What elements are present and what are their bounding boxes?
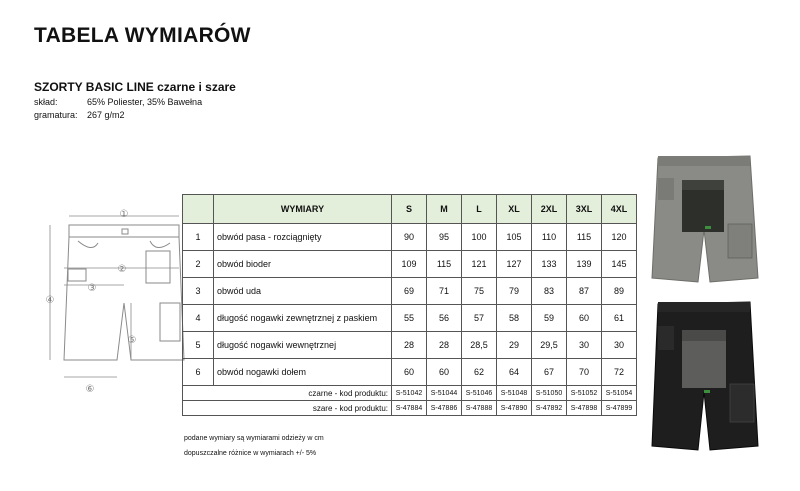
cell-value: 60 <box>392 359 427 386</box>
cell-value: 69 <box>392 278 427 305</box>
composition-label: skład: <box>34 97 58 107</box>
table-row <box>183 224 637 251</box>
cell-value: 139 <box>567 251 602 278</box>
cell-value: 28 <box>427 332 462 359</box>
cell-value: 60 <box>567 305 602 332</box>
shorts-diagram <box>42 203 192 403</box>
cell-value: 67 <box>532 359 567 386</box>
product-code: S-47890 <box>497 401 532 416</box>
cargo-pocket-side <box>160 303 180 341</box>
product-code: S-47888 <box>462 401 497 416</box>
cell-value: 127 <box>497 251 532 278</box>
cell-value: 121 <box>462 251 497 278</box>
row-number: 1 <box>183 224 214 251</box>
row-number: 5 <box>183 332 214 359</box>
cell-value: 58 <box>497 305 532 332</box>
cell-value: 90 <box>392 224 427 251</box>
cell-value: 72 <box>602 359 637 386</box>
cell-value: 28,5 <box>462 332 497 359</box>
note-units: podane wymiary są wymiarami odzieży w cm <box>184 435 324 442</box>
note-tolerance: dopuszczalne różnice w wymiarach +/- 5% <box>184 450 317 457</box>
button-outline <box>122 229 128 234</box>
table-row <box>183 278 637 305</box>
cell-value: 83 <box>532 278 567 305</box>
size-2xl: 2XL <box>532 195 567 224</box>
weight-value: 267 g/m2 <box>87 110 125 120</box>
cell-value: 62 <box>462 359 497 386</box>
weight-label: gramatura: <box>34 110 78 120</box>
cell-value: 145 <box>602 251 637 278</box>
cell-value: 56 <box>427 305 462 332</box>
cell-value: 115 <box>427 251 462 278</box>
right-pocket-outline <box>150 241 170 248</box>
shorts-body-outline <box>64 237 184 360</box>
product-code: S-51048 <box>497 386 532 401</box>
product-code: S-47898 <box>567 401 602 416</box>
row-number: 3 <box>183 278 214 305</box>
cell-value: 110 <box>532 224 567 251</box>
cell-value: 100 <box>462 224 497 251</box>
header-blank-cell <box>183 195 214 224</box>
cell-value: 28 <box>392 332 427 359</box>
size-xl: XL <box>497 195 532 224</box>
row-label: długość nogawki zewnętrznej z paskiem <box>214 305 392 332</box>
product-code: S-51054 <box>602 386 637 401</box>
composition-value: 65% Poliester, 35% Bawełna <box>87 97 203 107</box>
row-label: obwód nogawki dołem <box>214 359 392 386</box>
row-label: obwód uda <box>214 278 392 305</box>
cell-value: 87 <box>567 278 602 305</box>
code-label: szare - kod produktu: <box>183 401 392 416</box>
black-shorts-image <box>648 296 760 456</box>
row-number: 2 <box>183 251 214 278</box>
table-row <box>183 305 637 332</box>
cell-value: 59 <box>532 305 567 332</box>
cell-value: 95 <box>427 224 462 251</box>
size-s: S <box>392 195 427 224</box>
row-label: długość nogawki wewnętrznej <box>214 332 392 359</box>
product-code: S-51052 <box>567 386 602 401</box>
cell-value: 75 <box>462 278 497 305</box>
product-code: S-51042 <box>392 386 427 401</box>
marker-6: ⑥ <box>85 384 95 395</box>
marker-1: ① <box>119 209 129 220</box>
marker-4: ④ <box>45 295 55 306</box>
row-label: obwód pasa - rozciągnięty <box>214 224 392 251</box>
cell-value: 30 <box>602 332 637 359</box>
left-pocket-outline <box>78 241 98 248</box>
size-header-row <box>183 195 637 224</box>
code-row-grey <box>183 401 637 416</box>
code-row-black <box>183 386 637 401</box>
table-row <box>183 359 637 386</box>
cell-value: 29 <box>497 332 532 359</box>
grey-shorts-image <box>648 150 760 290</box>
code-label: czarne - kod produktu: <box>183 386 392 401</box>
cell-value: 64 <box>497 359 532 386</box>
product-code: S-47892 <box>532 401 567 416</box>
cell-value: 57 <box>462 305 497 332</box>
cell-value: 60 <box>427 359 462 386</box>
product-subtitle: SZORTY BASIC LINE czarne i szare <box>34 80 236 94</box>
cell-value: 55 <box>392 305 427 332</box>
product-code: S-47886 <box>427 401 462 416</box>
waistband-outline <box>69 225 179 237</box>
cell-value: 105 <box>497 224 532 251</box>
cell-value: 89 <box>602 278 637 305</box>
product-code: S-47884 <box>392 401 427 416</box>
cell-value: 29,5 <box>532 332 567 359</box>
size-3xl: 3XL <box>567 195 602 224</box>
size-l: L <box>462 195 497 224</box>
table-row <box>183 332 637 359</box>
cell-value: 109 <box>392 251 427 278</box>
marker-5: ⑤ <box>127 335 137 346</box>
marker-2: ② <box>117 264 127 275</box>
product-code: S-47899 <box>602 401 637 416</box>
size-table <box>182 194 637 416</box>
cell-value: 30 <box>567 332 602 359</box>
size-m: M <box>427 195 462 224</box>
marker-3: ③ <box>87 283 97 294</box>
header-label: WYMIARY <box>214 195 392 224</box>
cell-value: 79 <box>497 278 532 305</box>
product-code: S-51046 <box>462 386 497 401</box>
page-title: TABELA WYMIARÓW <box>34 24 251 47</box>
cell-value: 71 <box>427 278 462 305</box>
row-label: obwód bioder <box>214 251 392 278</box>
row-number: 4 <box>183 305 214 332</box>
cargo-pocket-top <box>146 251 170 283</box>
cell-value: 133 <box>532 251 567 278</box>
side-tab <box>68 269 86 281</box>
cell-value: 70 <box>567 359 602 386</box>
cell-value: 120 <box>602 224 637 251</box>
size-4xl: 4XL <box>602 195 637 224</box>
cell-value: 61 <box>602 305 637 332</box>
cell-value: 115 <box>567 224 602 251</box>
table-row <box>183 251 637 278</box>
product-code: S-51050 <box>532 386 567 401</box>
row-number: 6 <box>183 359 214 386</box>
product-code: S-51044 <box>427 386 462 401</box>
